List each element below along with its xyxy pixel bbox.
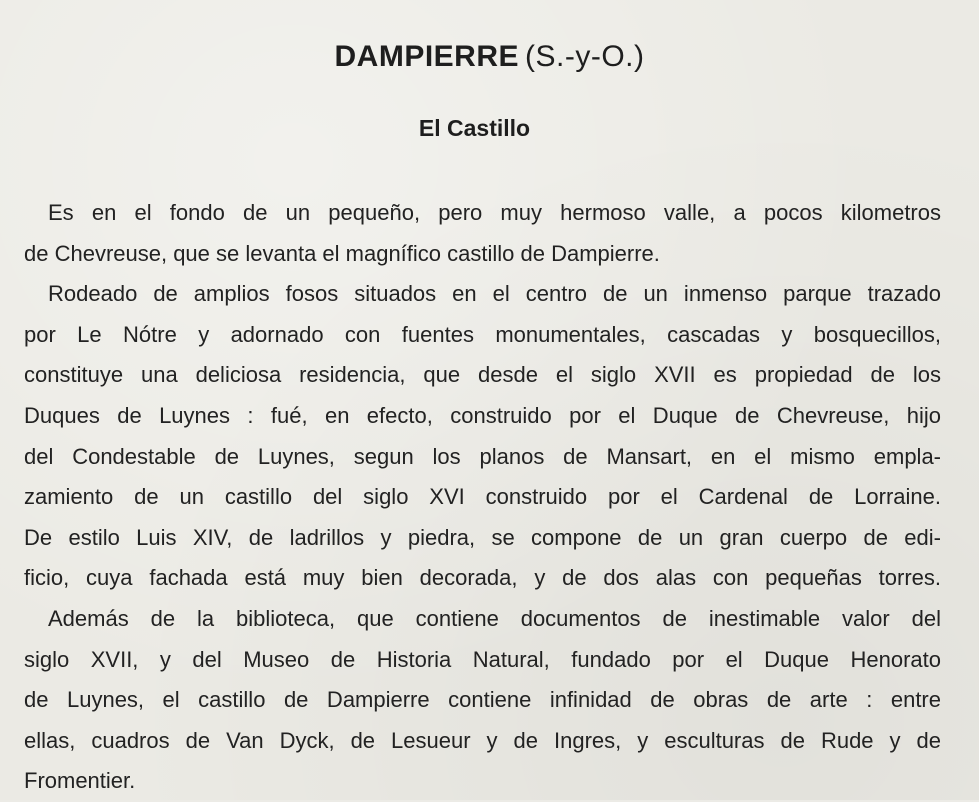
section-subtitle: El Castillo (418, 115, 531, 141)
body-text (24, 193, 941, 802)
text-line: Fromentier. (24, 768, 136, 794)
text-line: Rodeado de amplios fosos situados en el centro de un inmenso parque trazado (48, 281, 941, 307)
text-line: por Le Nótre y adornado con fuentes monumentales, cascadas y bosquecillos, (24, 321, 941, 347)
title-suffix: (S.-y-O.) (525, 40, 645, 73)
title-main: DAMPIERRE (334, 40, 520, 73)
text-line: de Luynes, el castillo de Dampierre contiene infinidad de obras de arte : entre (24, 687, 941, 713)
text-line: Además de la biblioteca, que contiene documentos de inestimable valor del (48, 605, 941, 631)
text-line: Es en el fondo de un pequeño, pero muy hermoso valle, a pocos kilometros (48, 200, 941, 225)
text-line: ellas, cuadros de Van Dyck, de Lesueur y de Ingres, y esculturas de Rude y de (24, 727, 941, 753)
text-line: del Condestable de Luynes, segun los planos de Mansart, en el mismo empla- (24, 443, 941, 469)
text-line: siglo XVII, y del Museo de Historia Natural, fundado por el Duque Henorato (24, 646, 941, 672)
text-line: constituye una deliciosa residencia, que desde el siglo XVII es propiedad de los (24, 362, 941, 388)
text-line: De estilo Luis XIV, de ladrillos y piedra, se compone de un gran cuerpo de edi- (24, 524, 941, 550)
text-line: Duques de Luynes : fué, en efecto, construido por el Duque de Chevreuse, hijo (24, 402, 941, 428)
text-line: de Chevreuse, que se levanta el magnífico castillo de Dampierre. (24, 240, 660, 266)
page-title (0, 40, 979, 74)
text-line: zamiento de un castillo del siglo XVI construido por el Cardenal de Lorraine. (24, 484, 941, 510)
text-line: ficio, cuya fachada está muy bien decorada, y de dos alas con pequeñas torres. (24, 565, 941, 591)
